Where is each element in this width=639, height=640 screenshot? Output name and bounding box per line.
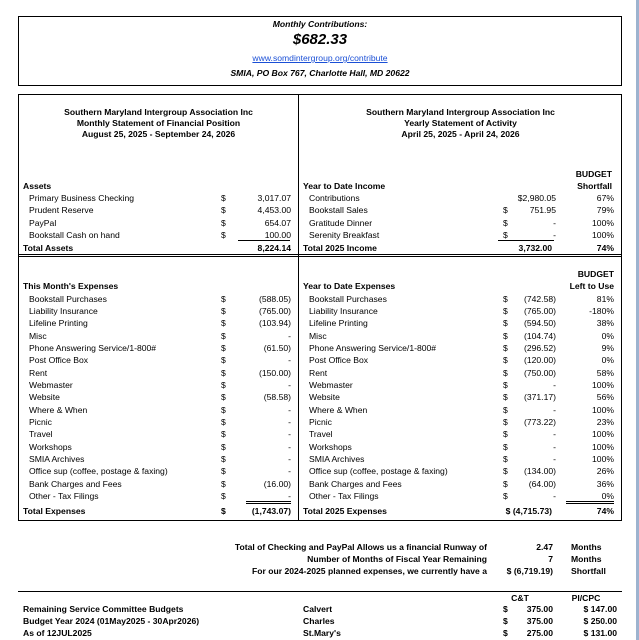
row-value: (742.58) bbox=[523, 293, 556, 304]
row-currency: $ bbox=[503, 342, 508, 353]
row-value: (765.00) bbox=[258, 305, 291, 316]
right-org: Southern Maryland Intergroup Association Inc bbox=[366, 107, 555, 117]
row-value: $2,980.05 bbox=[517, 193, 556, 203]
statement-row bbox=[29, 305, 291, 317]
statement-row bbox=[29, 404, 291, 416]
row-label: Other - Tax Filings bbox=[309, 491, 379, 502]
row-value: - bbox=[288, 417, 291, 427]
committee-row bbox=[303, 627, 617, 639]
row-currency: $ bbox=[221, 478, 226, 489]
ct-currency: $ bbox=[503, 628, 508, 638]
statement-row bbox=[29, 293, 291, 305]
row-value: 4,453.00 bbox=[257, 205, 291, 216]
row-value: - bbox=[288, 441, 291, 452]
statement-row bbox=[309, 354, 614, 366]
statement-row bbox=[309, 478, 614, 490]
row-percent: 100% bbox=[592, 229, 614, 240]
ct-value: 375.00 bbox=[526, 616, 553, 626]
row-currency: $ bbox=[221, 392, 226, 403]
row-currency: $ bbox=[503, 392, 508, 403]
row-label: Contributions bbox=[309, 193, 360, 203]
row-currency: $ bbox=[503, 404, 508, 415]
total-ytd-expenses-value: $ (4,715.73) bbox=[505, 506, 552, 516]
row-label: Other - Tax Filings bbox=[29, 491, 99, 502]
row-percent: 58% bbox=[596, 367, 614, 378]
statement-row bbox=[309, 428, 614, 440]
runway-label: For our 2024-2025 planned expenses, we currently have a bbox=[252, 566, 487, 576]
statement-row bbox=[309, 192, 614, 204]
row-value: - bbox=[553, 491, 556, 502]
header-amount: $682.33 bbox=[292, 31, 348, 48]
row-value: (750.00) bbox=[523, 367, 556, 378]
row-currency: $ bbox=[503, 217, 508, 228]
row-value: (58.58) bbox=[263, 392, 291, 403]
statement-row bbox=[309, 217, 614, 229]
row-label: Webmaster bbox=[29, 379, 73, 390]
left-statement: Monthly Statement of Financial Position bbox=[76, 118, 241, 128]
row-percent: 0% bbox=[601, 330, 614, 341]
row-value: (103.94) bbox=[258, 318, 291, 329]
row-currency: $ bbox=[503, 318, 508, 329]
row-value: - bbox=[553, 404, 556, 415]
total-assets-value: 8,224.14 bbox=[257, 243, 291, 253]
row-currency: $ bbox=[503, 367, 508, 378]
statement-row bbox=[29, 453, 291, 465]
row-value: - bbox=[553, 229, 556, 240]
row-value: - bbox=[553, 429, 556, 440]
contributions-header bbox=[18, 16, 622, 86]
statement-row bbox=[29, 204, 291, 216]
runway-value: 7 bbox=[548, 554, 553, 564]
row-value: 100.00 bbox=[264, 229, 291, 240]
ytd-pct-total-line bbox=[566, 501, 614, 504]
row-currency: $ bbox=[503, 379, 508, 390]
row-label: Liability Insurance bbox=[29, 305, 98, 316]
row-label: Post Office Box bbox=[29, 355, 89, 366]
row-currency: $ bbox=[221, 441, 226, 452]
ct-currency: $ bbox=[503, 604, 508, 614]
row-label: Serenity Breakfast bbox=[309, 229, 380, 240]
committee-note: As of 12JUL2025 bbox=[23, 628, 92, 638]
total-income-row bbox=[303, 242, 614, 254]
row-percent: 100% bbox=[592, 441, 614, 452]
row-value: (16.00) bbox=[263, 478, 291, 489]
row-label: Where & When bbox=[309, 404, 368, 415]
row-currency: $ bbox=[221, 229, 226, 240]
row-label: Where & When bbox=[29, 404, 88, 415]
row-label: Lifeline Printing bbox=[29, 318, 88, 329]
committee-name: St.Mary's bbox=[303, 628, 341, 638]
statement-row bbox=[309, 391, 614, 403]
header-address: SMIA, PO Box 767, Charlotte Hall, MD 20622 bbox=[230, 68, 410, 78]
statement-row bbox=[29, 379, 291, 391]
row-value: (773.22) bbox=[523, 417, 556, 427]
row-percent: -180% bbox=[589, 305, 614, 316]
row-currency: $ bbox=[221, 379, 226, 390]
row-currency: $ bbox=[503, 229, 508, 240]
statement-row bbox=[29, 416, 291, 428]
left-to-use-header: Left to Use bbox=[569, 281, 614, 291]
statement-row bbox=[29, 441, 291, 453]
left-period: August 25, 2025 - September 24, 2026 bbox=[81, 129, 236, 139]
row-currency: $ bbox=[221, 217, 226, 228]
row-currency: $ bbox=[221, 342, 226, 353]
row-percent: 81% bbox=[596, 293, 614, 304]
row-currency: $ bbox=[221, 205, 226, 216]
row-currency: $ bbox=[221, 454, 226, 465]
total-assets-label: Total Assets bbox=[23, 243, 74, 253]
row-value: - bbox=[288, 330, 291, 341]
assets-subtotal-line bbox=[238, 240, 290, 241]
row-value: (150.00) bbox=[258, 367, 291, 378]
row-percent: 79% bbox=[596, 205, 614, 216]
row-percent: 0% bbox=[601, 491, 614, 502]
row-value: - bbox=[288, 466, 291, 477]
row-label: Workshops bbox=[29, 441, 72, 452]
statement-row bbox=[309, 465, 614, 477]
row-label: Post Office Box bbox=[309, 355, 369, 366]
totals-divider bbox=[19, 254, 622, 255]
statement-row bbox=[309, 204, 614, 216]
row-currency: $ bbox=[503, 205, 508, 216]
committee-row bbox=[303, 615, 617, 627]
row-value: - bbox=[288, 491, 291, 502]
header-title: Monthly Contributions: bbox=[272, 19, 368, 29]
row-label: Website bbox=[29, 392, 60, 403]
statement-row bbox=[29, 428, 291, 440]
row-value: - bbox=[288, 454, 291, 465]
row-label: Rent bbox=[309, 367, 328, 378]
row-label: SMIA Archives bbox=[29, 454, 85, 465]
row-percent: 23% bbox=[596, 417, 614, 427]
row-label: Webmaster bbox=[309, 379, 353, 390]
statement-row bbox=[309, 379, 614, 391]
row-currency: $ bbox=[221, 355, 226, 366]
left-org: Southern Maryland Intergroup Association Inc bbox=[64, 107, 253, 117]
statement-row bbox=[29, 217, 291, 229]
totals-divider-2 bbox=[19, 256, 622, 257]
row-value: - bbox=[288, 355, 291, 366]
pi-value: $ 131.00 bbox=[583, 628, 617, 638]
statement-row bbox=[29, 478, 291, 490]
row-label: Gratitude Dinner bbox=[309, 217, 373, 228]
runway-value: $ (6,719.19) bbox=[506, 566, 553, 576]
total-expenses-value: (1,743.07) bbox=[251, 506, 291, 516]
row-label: Office sup (coffee, postage & faxing) bbox=[29, 466, 168, 477]
row-label: PayPal bbox=[29, 217, 57, 228]
row-currency: $ bbox=[221, 318, 226, 329]
row-currency: $ bbox=[503, 305, 508, 316]
row-label: Website bbox=[309, 392, 340, 403]
income-title: Year to Date Income bbox=[303, 181, 386, 191]
row-percent: 100% bbox=[592, 404, 614, 415]
row-label: Liability Insurance bbox=[309, 305, 378, 316]
row-currency: $ bbox=[221, 193, 226, 203]
row-label: Picnic bbox=[309, 417, 332, 427]
ct-value: 275.00 bbox=[526, 628, 553, 638]
row-value: - bbox=[288, 379, 291, 390]
month-expense-total-line bbox=[246, 501, 291, 504]
row-value: - bbox=[288, 429, 291, 440]
statement-row bbox=[29, 192, 291, 204]
row-currency: $ bbox=[503, 491, 508, 502]
total-ytd-expenses-row bbox=[303, 505, 614, 517]
row-currency: $ bbox=[503, 441, 508, 452]
row-currency: $ bbox=[221, 367, 226, 378]
statement-row bbox=[309, 330, 614, 342]
total-expenses-label: Total Expenses bbox=[23, 506, 86, 516]
row-value: 654.07 bbox=[264, 217, 291, 228]
row-currency: $ bbox=[221, 293, 226, 304]
runway-value: 2.47 bbox=[536, 542, 553, 552]
committee-name: Calvert bbox=[303, 604, 333, 614]
row-percent: 100% bbox=[592, 429, 614, 440]
runway-label: Total of Checking and PayPal Allows us a financial Runway of bbox=[234, 542, 487, 552]
row-percent: 36% bbox=[596, 478, 614, 489]
shortfall-header: Shortfall bbox=[577, 181, 612, 191]
row-label: Rent bbox=[29, 367, 48, 378]
statement-row bbox=[309, 441, 614, 453]
row-percent: 0% bbox=[601, 355, 614, 366]
statement-row bbox=[309, 342, 614, 354]
row-label: Prudent Reserve bbox=[29, 205, 94, 216]
total-ytd-expenses-label: Total 2025 Expenses bbox=[303, 506, 387, 516]
row-currency: $ bbox=[221, 417, 226, 427]
statement-row bbox=[309, 416, 614, 428]
total-expenses-cur: $ bbox=[221, 506, 226, 516]
row-percent: 56% bbox=[596, 392, 614, 403]
pi-value: $ 250.00 bbox=[583, 616, 617, 626]
total-income-pct: 74% bbox=[596, 243, 614, 253]
row-value: - bbox=[288, 404, 291, 415]
row-label: Phone Answering Service/1-800# bbox=[309, 342, 437, 353]
statement-row bbox=[309, 453, 614, 465]
row-value: (134.00) bbox=[523, 466, 556, 477]
statement-row bbox=[29, 367, 291, 379]
row-label: Misc bbox=[29, 330, 47, 341]
ct-header-label: C&T bbox=[511, 593, 529, 603]
income-subtotal-line bbox=[498, 240, 554, 241]
committee-note: Remaining Service Committee Budgets bbox=[23, 604, 184, 614]
row-label: Primary Business Checking bbox=[29, 193, 135, 203]
row-currency: $ bbox=[503, 293, 508, 304]
total-assets-row bbox=[23, 242, 291, 254]
row-value: (64.00) bbox=[528, 478, 556, 489]
total-income-label: Total 2025 Income bbox=[303, 243, 377, 253]
runway-label: Number of Months of Fiscal Year Remaining bbox=[307, 554, 487, 564]
row-value: (594.50) bbox=[523, 318, 556, 329]
contribute-link[interactable]: www.somdintergroup.org/contribute bbox=[252, 53, 388, 63]
ct-value: 375.00 bbox=[526, 604, 553, 614]
right-statement: Yearly Statement of Activity bbox=[404, 118, 517, 128]
statement-row bbox=[309, 293, 614, 305]
statement-row bbox=[309, 367, 614, 379]
row-label: Travel bbox=[29, 429, 53, 440]
row-value: - bbox=[553, 217, 556, 228]
runway-unit: Months bbox=[571, 554, 602, 564]
row-label: Picnic bbox=[29, 417, 52, 427]
statement-row bbox=[309, 404, 614, 416]
committee-name: Charles bbox=[303, 616, 335, 626]
total-expenses-row bbox=[23, 505, 291, 517]
row-label: Bookstall Purchases bbox=[309, 293, 387, 304]
row-value: (588.05) bbox=[258, 293, 291, 304]
row-currency: $ bbox=[221, 466, 226, 477]
row-value: (296.52) bbox=[523, 342, 556, 353]
row-currency: $ bbox=[503, 417, 508, 427]
row-currency: $ bbox=[503, 454, 508, 465]
row-label: Phone Answering Service/1-800# bbox=[29, 342, 157, 353]
row-currency: $ bbox=[221, 404, 226, 415]
row-label: Travel bbox=[309, 429, 333, 440]
row-value: - bbox=[553, 454, 556, 465]
row-currency: $ bbox=[503, 478, 508, 489]
row-value: (61.50) bbox=[263, 342, 291, 353]
runway-row bbox=[30, 541, 605, 553]
row-currency: $ bbox=[221, 491, 226, 502]
row-percent: 38% bbox=[596, 318, 614, 329]
row-value: 751.95 bbox=[529, 205, 556, 216]
row-percent: 100% bbox=[592, 379, 614, 390]
runway-row bbox=[30, 565, 605, 577]
statement-row bbox=[29, 391, 291, 403]
row-label: Misc bbox=[309, 330, 327, 341]
row-currency: $ bbox=[503, 355, 508, 366]
row-currency: $ bbox=[221, 305, 226, 316]
row-label: SMIA Archives bbox=[309, 454, 365, 465]
pi-value: $ 147.00 bbox=[583, 604, 617, 614]
row-currency: $ bbox=[221, 330, 226, 341]
row-value: (371.17) bbox=[523, 392, 556, 403]
budget-header: BUDGET bbox=[575, 169, 612, 179]
assets-title: Assets bbox=[23, 181, 52, 191]
row-label: Bookstall Purchases bbox=[29, 293, 107, 304]
runway-row bbox=[30, 553, 605, 565]
row-label: Office sup (coffee, postage & faxing) bbox=[309, 466, 448, 477]
statement-row bbox=[309, 229, 614, 241]
right-period: April 25, 2025 - April 24, 2026 bbox=[401, 129, 520, 139]
row-value: - bbox=[553, 379, 556, 390]
row-value: (104.74) bbox=[523, 330, 556, 341]
statement-row bbox=[309, 317, 614, 329]
pi-header-label: PI/CPC bbox=[571, 593, 601, 603]
row-value: (120.00) bbox=[523, 355, 556, 366]
row-label: Workshops bbox=[309, 441, 352, 452]
row-currency: $ bbox=[503, 429, 508, 440]
row-currency: $ bbox=[503, 330, 508, 341]
statement-row bbox=[29, 317, 291, 329]
statement-row bbox=[29, 465, 291, 477]
total-ytd-expenses-pct: 74% bbox=[596, 506, 614, 516]
row-label: Bank Charges and Fees bbox=[309, 478, 402, 489]
statement-row bbox=[29, 342, 291, 354]
row-value: 3,017.07 bbox=[257, 193, 291, 203]
committee-note: Budget Year 2024 (01May2025 - 30Apr2026) bbox=[23, 616, 200, 626]
month-expenses-title: This Month's Expenses bbox=[23, 281, 119, 291]
row-value: - bbox=[553, 441, 556, 452]
row-label: Bookstall Sales bbox=[309, 205, 368, 216]
row-label: Lifeline Printing bbox=[309, 318, 368, 329]
row-percent: 67% bbox=[596, 193, 614, 203]
row-percent: 26% bbox=[596, 466, 614, 477]
row-currency: $ bbox=[503, 466, 508, 477]
row-value: (765.00) bbox=[523, 305, 556, 316]
statement-row bbox=[309, 305, 614, 317]
row-label: Bookstall Cash on hand bbox=[29, 229, 120, 240]
row-label: Bank Charges and Fees bbox=[29, 478, 122, 489]
row-currency: $ bbox=[221, 429, 226, 440]
row-percent: 100% bbox=[592, 217, 614, 228]
row-percent: 9% bbox=[601, 342, 614, 353]
statement-row bbox=[29, 354, 291, 366]
column-divider bbox=[298, 94, 299, 521]
runway-unit: Shortfall bbox=[571, 566, 606, 576]
ct-currency: $ bbox=[503, 616, 508, 626]
ytd-expenses-title: Year to Date Expenses bbox=[303, 281, 396, 291]
budget2-header: BUDGET bbox=[577, 269, 614, 279]
row-percent: 100% bbox=[592, 454, 614, 465]
runway-unit: Months bbox=[571, 542, 602, 552]
total-income-value: 3,732.00 bbox=[518, 243, 552, 253]
committee-row bbox=[303, 603, 617, 615]
statement-row bbox=[29, 330, 291, 342]
